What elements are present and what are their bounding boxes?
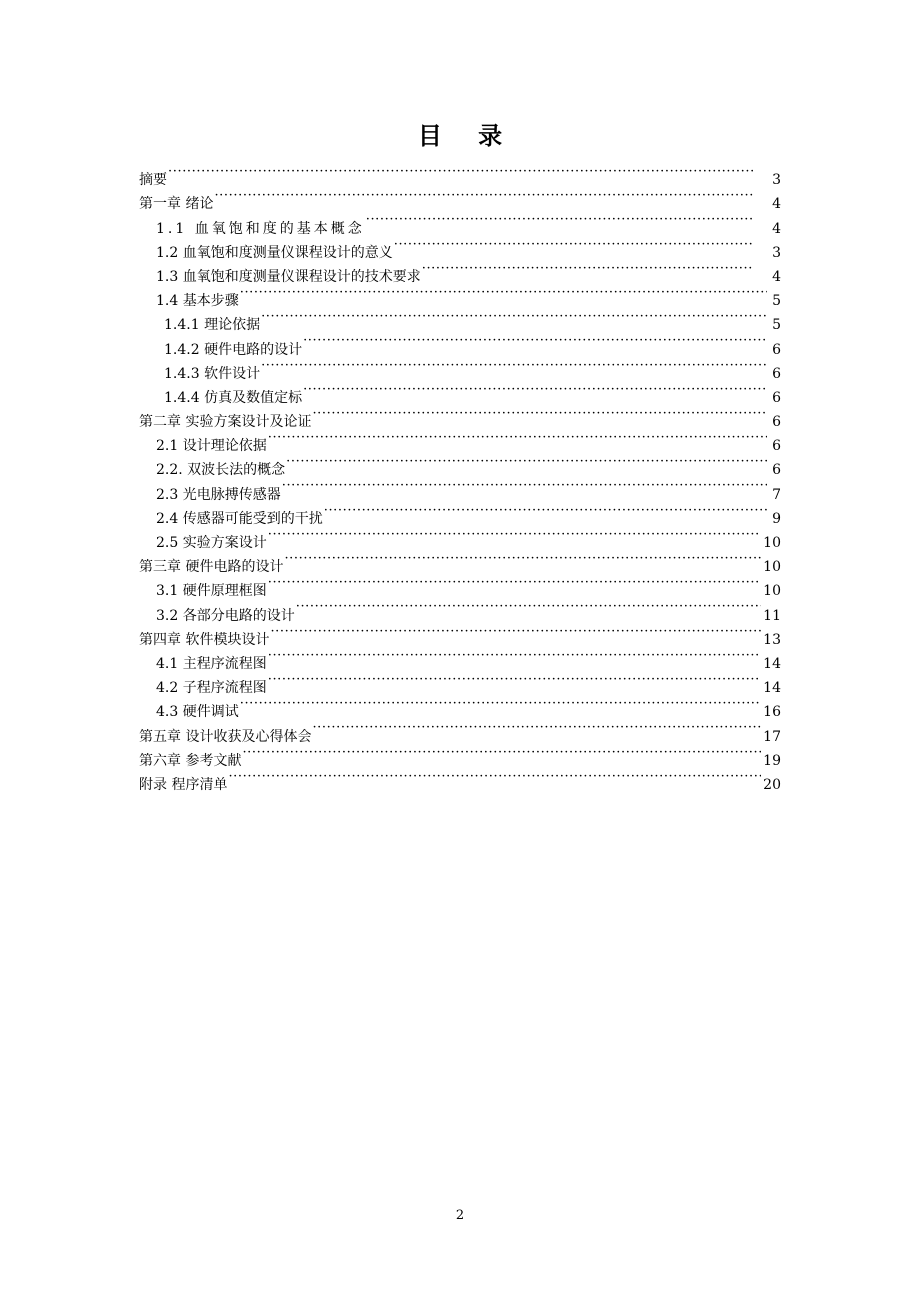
toc-leader-dots bbox=[268, 523, 761, 547]
toc-leader-dots bbox=[284, 547, 761, 571]
toc-entry-page: 19 bbox=[763, 752, 781, 769]
toc-entry-page: 10 bbox=[763, 583, 781, 600]
toc-leader-dots bbox=[303, 329, 767, 353]
toc-entry-label: 2.2. 双波长法的概念 bbox=[156, 462, 286, 479]
toc-entry-page: 16 bbox=[763, 704, 781, 721]
toc-entry-page: 4 bbox=[772, 220, 781, 237]
toc-leader-dots bbox=[324, 499, 767, 523]
toc-entry-label: 第三章 硬件电路的设计 bbox=[139, 559, 284, 576]
toc-entry-page: 20 bbox=[763, 776, 781, 793]
toc-entry-label: 1.4.3 软件设计 bbox=[164, 365, 261, 382]
toc-entry-label: 第五章 设计收获及心得体会 bbox=[139, 728, 312, 745]
toc-leader-dots bbox=[268, 644, 761, 668]
toc-entry-page: 10 bbox=[763, 535, 781, 551]
toc-entry-page: 3 bbox=[772, 244, 781, 261]
toc-leader-dots bbox=[270, 620, 761, 644]
toc-entry-label: 1.2 血氧饱和度测量仪课程设计的意义 bbox=[156, 244, 393, 261]
toc-entry-page: 3 bbox=[772, 172, 781, 189]
toc-entry-label: 1.4 基本步骤 bbox=[156, 293, 239, 310]
toc-leader-dots bbox=[296, 595, 761, 619]
toc-leader-dots bbox=[394, 233, 753, 257]
toc-entry-page: 6 bbox=[772, 462, 781, 479]
toc-entry-page: 6 bbox=[772, 365, 781, 382]
toc-title: 目 录 bbox=[417, 121, 517, 150]
toc-leader-dots bbox=[366, 208, 753, 232]
toc-leader-dots bbox=[168, 160, 753, 184]
toc-leader-dots bbox=[268, 426, 767, 450]
toc-entry-page: 4 bbox=[772, 268, 781, 285]
toc-entry-page: 5 bbox=[772, 293, 781, 310]
toc-leader-dots bbox=[261, 305, 767, 329]
toc-entry-label: 附录 程序清单 bbox=[139, 776, 228, 793]
toc-entry-label: 2.5 实验方案设计 bbox=[156, 535, 267, 551]
table-of-contents bbox=[139, 160, 781, 793]
toc-entry-label: 1.4.4 仿真及数值定标 bbox=[164, 389, 303, 406]
toc-entry-page: 13 bbox=[763, 631, 781, 648]
toc-leader-dots bbox=[240, 281, 767, 305]
toc-entry[interactable] bbox=[139, 765, 781, 793]
toc-entry-page: 6 bbox=[772, 438, 781, 455]
toc-entry-page: 6 bbox=[772, 389, 781, 406]
toc-entry-label: 3.1 硬件原理框图 bbox=[156, 583, 267, 600]
toc-leader-dots bbox=[303, 378, 767, 402]
toc-entry-page: 14 bbox=[763, 655, 781, 672]
toc-entry-label: 1.1 血氧饱和度的基本概念 bbox=[156, 220, 365, 237]
toc-entry-label: 第六章 参考文献 bbox=[139, 752, 242, 769]
toc-entry-page: 11 bbox=[763, 607, 781, 624]
toc-entry-label: 3.2 各部分电路的设计 bbox=[156, 607, 295, 624]
toc-entry[interactable] bbox=[139, 184, 781, 213]
toc-leader-dots bbox=[261, 354, 767, 378]
toc-leader-dots bbox=[312, 716, 761, 740]
toc-entry-page: 6 bbox=[772, 341, 781, 358]
toc-entry-label: 第一章 绪论 bbox=[139, 196, 214, 213]
toc-entry[interactable] bbox=[139, 208, 781, 237]
toc-leader-dots bbox=[268, 571, 761, 595]
toc-entry[interactable] bbox=[139, 160, 781, 189]
toc-entry-page: 4 bbox=[772, 196, 781, 213]
toc-entry-label: 1.3 血氧饱和度测量仪课程设计的技术要求 bbox=[156, 268, 421, 285]
toc-entry-label: 2.4 传感器可能受到的干扰 bbox=[156, 510, 323, 527]
toc-leader-dots bbox=[228, 765, 761, 789]
page-number: 2 bbox=[455, 1208, 465, 1223]
toc-leader-dots bbox=[312, 402, 767, 426]
toc-entry-label: 2.1 设计理论依据 bbox=[156, 438, 267, 455]
toc-leader-dots bbox=[214, 184, 753, 208]
toc-entry-page: 7 bbox=[772, 486, 781, 503]
toc-entry-label: 1.4.2 硬件电路的设计 bbox=[164, 341, 303, 358]
toc-entry-page: 10 bbox=[763, 559, 781, 576]
toc-leader-dots bbox=[422, 257, 753, 281]
toc-entry-label: 1.4.1 理论依据 bbox=[164, 317, 261, 334]
toc-leader-dots bbox=[286, 450, 767, 474]
toc-entry-label: 4.3 硬件调试 bbox=[156, 704, 239, 721]
toc-leader-dots bbox=[268, 668, 761, 692]
toc-entry-label: 4.2 子程序流程图 bbox=[156, 680, 267, 697]
toc-entry-label: 2.3 光电脉搏传感器 bbox=[156, 486, 281, 503]
toc-entry-label: 第四章 软件模块设计 bbox=[139, 631, 270, 648]
toc-entry-label: 第二章 实验方案设计及论证 bbox=[139, 414, 312, 431]
toc-entry-page: 6 bbox=[772, 414, 781, 431]
toc-entry-page: 5 bbox=[772, 317, 781, 334]
toc-leader-dots bbox=[242, 741, 761, 765]
toc-entry-page: 9 bbox=[772, 510, 781, 527]
toc-entry-page: 17 bbox=[763, 728, 781, 745]
toc-entry-page: 14 bbox=[763, 680, 781, 697]
toc-entry-label: 摘要 bbox=[139, 172, 167, 189]
toc-leader-dots bbox=[240, 692, 761, 716]
toc-leader-dots bbox=[282, 474, 767, 498]
toc-entry-label: 4.1 主程序流程图 bbox=[156, 655, 267, 672]
